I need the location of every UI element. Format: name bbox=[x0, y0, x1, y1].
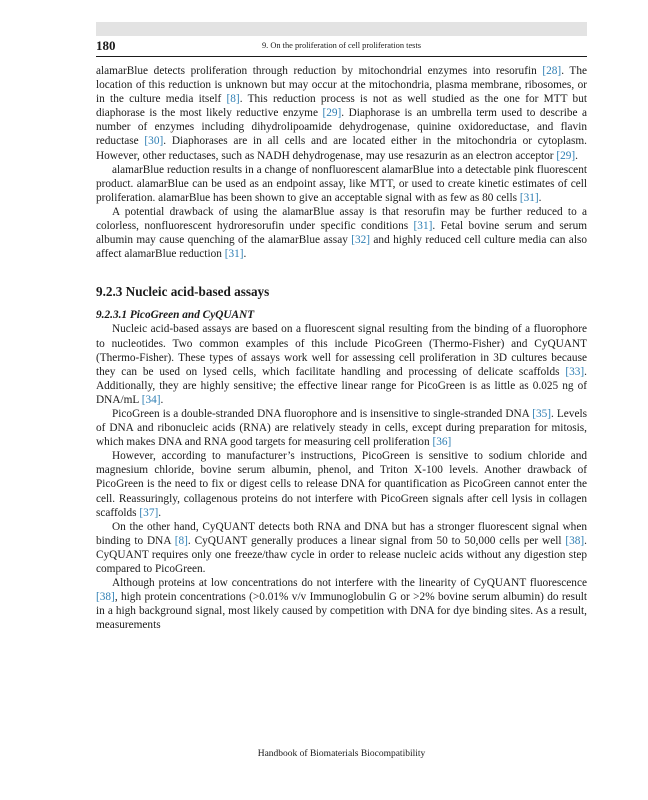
citation-link[interactable]: [36] bbox=[432, 436, 452, 449]
text-run: and highly reduced cell culture media can also affect alamarBlue reduction bbox=[96, 234, 587, 261]
citation-link[interactable]: [32] bbox=[351, 234, 371, 247]
text-run: . Diaphorases are in all cells and are located either in the mitochondria or cytoplasm. However, other reductases, such as NADH dehydrogenase, may use resazurin as an electron acceptor bbox=[96, 135, 588, 162]
text-run: . The location of this reduction is unknown but may occur at the mitochondria, plasma membrane, ribosomes, or in the culture media itself bbox=[96, 65, 587, 106]
text-run: However, according to manufacturer’s instructions, PicoGreen is sensitive to sodium chloride and magnesium chloride, bovine serum albumin, phenol, and Triton X-100 levels. Another drawback of PicoGreen is the need to fix or digest cells to release DNA for quantification as PicoGreen cannot enter the cell. Reassuringly, collagenous proteins do not interfere with PicoGreen signals after cell lysis in collagen scaffolds bbox=[96, 450, 587, 519]
paragraph bbox=[96, 163, 587, 205]
citation-link[interactable]: [8] bbox=[174, 534, 188, 547]
header-bar bbox=[96, 22, 587, 36]
subsection-heading: 9.2.3.1 PicoGreen and CyQUANT bbox=[96, 309, 255, 322]
paragraph bbox=[96, 449, 587, 519]
text-run: . bbox=[243, 248, 247, 261]
text-run: . CyQUANT requires only one freeze/thaw cycle in order to release nucleic acids without any digestion step compared to PicoGreen. bbox=[96, 534, 587, 575]
text-run: alamarBlue detects proliferation through reduction by mitochondrial enzymes into resorufin bbox=[96, 65, 543, 77]
citation-link[interactable]: [31] bbox=[224, 248, 244, 261]
text-run: Although proteins at low concentrations do not interfere with the linearity of CyQUANT fluorescence bbox=[112, 577, 587, 590]
body-text bbox=[96, 64, 587, 632]
citation-link[interactable]: [35] bbox=[532, 407, 552, 420]
citation-link[interactable]: [37] bbox=[139, 506, 159, 519]
header-rule bbox=[96, 56, 587, 57]
running-title: 9. On the proliferation of cell proliferation tests bbox=[261, 41, 422, 50]
paragraph bbox=[96, 520, 587, 576]
paragraph bbox=[96, 64, 587, 163]
paragraphs-bottom bbox=[96, 322, 587, 632]
citation-link[interactable]: [29] bbox=[322, 107, 342, 120]
text-run: On the other hand, CyQUANT detects both RNA and DNA but has a stronger fluorescent signal when binding to DNA bbox=[96, 520, 587, 547]
page-footer: Handbook of Biomaterials Biocompatibility bbox=[257, 749, 426, 759]
citation-link[interactable]: [31] bbox=[519, 191, 539, 204]
paragraph bbox=[96, 407, 587, 449]
text-run: , high protein concentrations (>0.01% v/v Immunoglobulin G or >2% bovine serum albumin) do result in a high background signal, most likely caused by competition with DNA for dye binding sites. As a result, measurements bbox=[96, 591, 587, 632]
text-run: . Levels of DNA and ribonucleic acids (RNA) are relatively steady in cells, except during preparation for mitosis, which makes DNA and RNA good targets for measuring cell proliferation bbox=[96, 407, 587, 449]
text-run: alamarBlue reduction results in a change of nonfluorescent alamarBlue into a detectable pink fluorescent product. alamarBlue can be used as an endpoint assay, like MTT, or used to create kinetic estimates of cell proliferation. alamarBlue has been shown to give an acceptable signal with as few as 80 cells bbox=[96, 163, 587, 204]
text-run: . This reduction process is not as well studied as the one for MTT but diaphorase is the most likely reductive enzyme bbox=[96, 93, 587, 120]
text-run: . bbox=[575, 149, 578, 162]
paragraph bbox=[96, 576, 587, 632]
text-run: PicoGreen is a double-stranded DNA fluorophore and is insensitive to single-stranded DNA bbox=[112, 407, 533, 420]
text-run: . bbox=[160, 393, 164, 406]
page-number: 180 bbox=[96, 38, 116, 53]
page-header bbox=[96, 38, 587, 54]
section-heading: 9.2.3 Nucleic acid-based assays bbox=[96, 284, 270, 300]
citation-link[interactable]: [34] bbox=[141, 393, 161, 406]
citation-link[interactable]: [38] bbox=[96, 591, 115, 604]
text-run: A potential drawback of using the alamarBlue assay is that resorufin may be further reduced to a colorless, nonfluorescent hydroresorufin under specific conditions bbox=[96, 205, 587, 233]
citation-link[interactable]: [33] bbox=[565, 365, 585, 378]
paragraph bbox=[96, 322, 587, 407]
text-run: . Additionally, they are highly sensitive; the effective linear range for PicoGreen is as little as 0.025 ng of DNA/mL bbox=[96, 365, 587, 406]
text-run: . bbox=[538, 191, 542, 204]
citation-link[interactable]: [38] bbox=[565, 534, 585, 547]
text-run: . bbox=[158, 506, 162, 519]
text-run: . Fetal bovine serum and serum albumin may cause quenching of the alamarBlue assay bbox=[96, 220, 588, 247]
citation-link[interactable]: [30] bbox=[144, 135, 164, 148]
paragraph bbox=[96, 205, 587, 261]
citation-link[interactable]: [31] bbox=[413, 220, 433, 233]
text-run: Nucleic acid-based assays are based on a fluorescent signal resulting from the binding of a fluorophore to nucleotides. Two common examples of this include PicoGreen (Thermo-Fisher) and CyQUANT (Thermo-Fisher). These types of assays work well for assessing cell proliferation in 3D cultures because they can be used on lysed cells, which facilitate handling and processing of delicate scaffolds bbox=[96, 323, 587, 378]
citation-link[interactable]: [28] bbox=[542, 65, 562, 77]
text-run: . Diaphorase is an umbrella term used to describe a number of enzymes including dihydrolipoamide dehydrogenase, quinine oxidoreductase, and flavin reductase bbox=[96, 107, 587, 148]
text-run: . CyQUANT generally produces a linear signal from 50 to 50,000 cells per well bbox=[187, 534, 566, 547]
citation-link[interactable]: [8] bbox=[226, 93, 240, 106]
paragraphs-top bbox=[96, 64, 587, 261]
citation-link[interactable]: [29] bbox=[556, 149, 576, 162]
